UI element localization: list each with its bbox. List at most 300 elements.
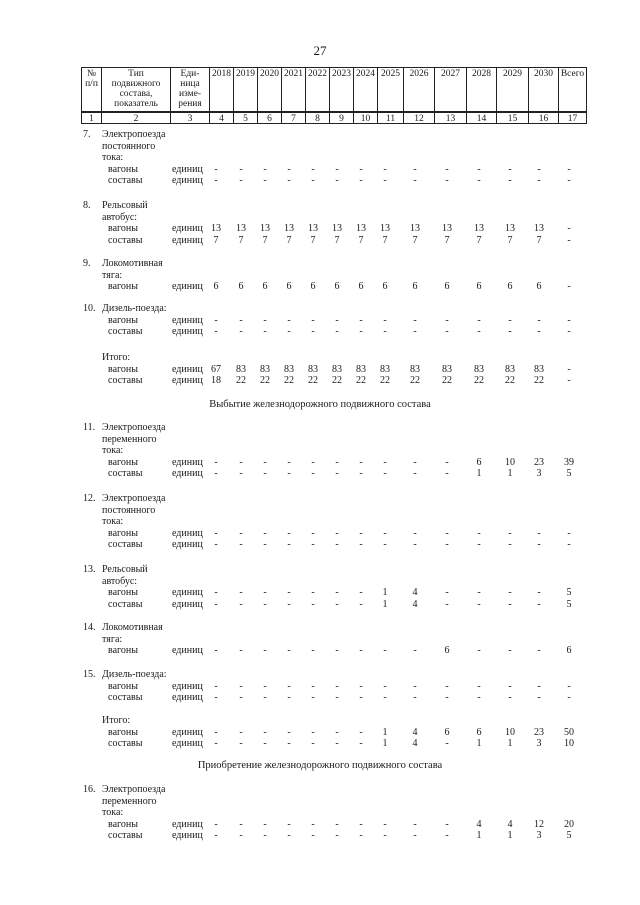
row-value: 6 [358, 281, 364, 292]
row-value: - [287, 539, 291, 550]
row-value: - [239, 163, 243, 175]
row-value: - [263, 738, 267, 749]
row-unit: единиц [172, 598, 203, 610]
header-col-number: 8 [305, 112, 330, 124]
row-value: 4 [412, 738, 418, 749]
row-value: - [335, 326, 339, 337]
row-unit: единиц [172, 326, 203, 337]
group-name-line: Рельсовый [102, 200, 148, 211]
row-value: 83 [505, 363, 515, 375]
row-value: - [567, 539, 571, 550]
row-value: 6 [262, 281, 268, 292]
row-value: 7 [382, 234, 388, 246]
header-year: 2023 [329, 67, 354, 112]
row-value: 83 [534, 363, 544, 375]
row-value: 13 [236, 223, 246, 234]
row-value: - [567, 692, 571, 703]
header-col-number: 14 [466, 112, 497, 124]
row-value: - [508, 314, 512, 326]
row-value: - [383, 692, 387, 703]
row-value: - [537, 326, 541, 337]
row-value: - [445, 314, 449, 326]
row-value: - [214, 539, 218, 550]
row-value: - [445, 738, 449, 749]
row-value: 6 [566, 645, 572, 656]
group-name-line: Дизель-поезда: [102, 303, 167, 314]
row-value: 13 [474, 223, 484, 234]
row-value: - [335, 456, 339, 468]
row-value: 83 [332, 363, 342, 375]
row-value: - [311, 314, 315, 326]
row-value: - [445, 527, 449, 539]
group-number: 16. [83, 784, 96, 795]
header-col-number: 17 [558, 112, 587, 124]
group-number: 15. [83, 669, 96, 680]
group-number: 9. [83, 258, 91, 269]
row-value: - [477, 527, 481, 539]
row-value: 22 [236, 375, 246, 386]
row-value: - [477, 314, 481, 326]
row-value: - [413, 830, 417, 841]
row-value: 6 [536, 281, 542, 292]
row-value: - [508, 326, 512, 337]
row-value: - [263, 175, 267, 186]
row-value: 7 [310, 234, 316, 246]
row-value: 22 [260, 375, 270, 386]
row-value: 1 [507, 738, 513, 749]
row-value: 1 [507, 468, 513, 479]
row-label: составы [108, 234, 143, 246]
row-value: - [263, 830, 267, 841]
row-label: вагоны [108, 818, 138, 830]
header-col-number: 16 [528, 112, 559, 124]
row-value: 1 [476, 468, 482, 479]
row-value: - [383, 818, 387, 830]
row-value: 5 [566, 830, 572, 841]
row-value: - [537, 692, 541, 703]
row-value: - [239, 587, 243, 598]
row-value: - [287, 527, 291, 539]
row-value: - [311, 326, 315, 337]
row-unit: единиц [172, 818, 203, 830]
group-name-line: Электропоезда [102, 784, 166, 795]
row-value: - [383, 645, 387, 656]
row-value: - [311, 645, 315, 656]
row-value: - [445, 326, 449, 337]
row-value: 13 [211, 223, 221, 234]
row-value: - [477, 598, 481, 610]
row-label: составы [108, 738, 143, 749]
row-value: - [335, 314, 339, 326]
row-value: - [567, 163, 571, 175]
row-value: 1 [382, 738, 388, 749]
row-value: 6 [507, 281, 513, 292]
row-value: 6 [444, 281, 450, 292]
row-unit: единиц [172, 587, 203, 598]
row-value: 4 [412, 587, 418, 598]
row-label: вагоны [108, 363, 138, 375]
row-value: - [359, 726, 363, 738]
row-value: - [383, 468, 387, 479]
row-value: 22 [308, 375, 318, 386]
row-value: - [413, 456, 417, 468]
row-value: - [359, 587, 363, 598]
row-value: 4 [476, 818, 482, 830]
row-value: - [359, 163, 363, 175]
row-value: - [335, 175, 339, 186]
row-value: - [263, 539, 267, 550]
row-value: 23 [534, 456, 544, 468]
row-value: - [239, 738, 243, 749]
row-value: 1 [476, 738, 482, 749]
row-value: - [335, 527, 339, 539]
group-name-line: Дизель-поезда: [102, 669, 167, 680]
row-value: - [359, 175, 363, 186]
row-value: - [214, 692, 218, 703]
row-value: 3 [536, 830, 542, 841]
row-value: - [214, 830, 218, 841]
row-value: 6 [334, 281, 340, 292]
row-value: 7 [238, 234, 244, 246]
row-unit: единиц [172, 314, 203, 326]
row-unit: единиц [172, 468, 203, 479]
row-value: - [263, 314, 267, 326]
row-value: - [413, 680, 417, 692]
row-value: - [311, 830, 315, 841]
row-label: составы [108, 375, 143, 386]
row-value: - [413, 175, 417, 186]
row-value: - [214, 738, 218, 749]
row-value: 7 [444, 234, 450, 246]
row-value: - [413, 692, 417, 703]
row-unit: единиц [172, 375, 203, 386]
group-name-line: Электропоезда [102, 422, 166, 433]
row-value: - [263, 587, 267, 598]
row-label: составы [108, 692, 143, 703]
row-value: - [311, 163, 315, 175]
row-value: 22 [284, 375, 294, 386]
row-value: - [359, 326, 363, 337]
row-value: - [537, 163, 541, 175]
row-value: - [239, 314, 243, 326]
row-value: - [477, 163, 481, 175]
group-number: 12. [83, 493, 96, 504]
row-value: - [537, 587, 541, 598]
row-label: вагоны [108, 314, 138, 326]
row-value: 13 [260, 223, 270, 234]
row-value: - [335, 587, 339, 598]
row-value: - [567, 234, 571, 246]
row-value: 6 [476, 726, 482, 738]
group-name-line: тока: [102, 152, 124, 163]
row-value: - [508, 527, 512, 539]
row-value: - [383, 456, 387, 468]
header-col-number: 10 [353, 112, 378, 124]
row-unit: единиц [172, 163, 203, 175]
row-value: 22 [410, 375, 420, 386]
row-value: - [311, 818, 315, 830]
row-value: 6 [238, 281, 244, 292]
row-value: 3 [536, 738, 542, 749]
header-year: 2019 [233, 67, 258, 112]
row-value: - [335, 738, 339, 749]
row-value: - [214, 680, 218, 692]
row-unit: единиц [172, 527, 203, 539]
row-label: вагоны [108, 281, 138, 292]
row-value: 6 [412, 281, 418, 292]
header-col-number: 4 [209, 112, 234, 124]
row-value: - [477, 680, 481, 692]
row-value: 13 [410, 223, 420, 234]
row-value: - [567, 375, 571, 386]
row-value: - [287, 598, 291, 610]
header-col-number: 7 [281, 112, 306, 124]
row-value: - [445, 692, 449, 703]
row-value: 83 [356, 363, 366, 375]
row-value: - [335, 468, 339, 479]
row-value: - [445, 680, 449, 692]
row-value: 7 [262, 234, 268, 246]
row-label: вагоны [108, 223, 138, 234]
row-value: - [359, 738, 363, 749]
row-unit: единиц [172, 281, 203, 292]
row-value: - [537, 680, 541, 692]
row-value: - [214, 726, 218, 738]
group-name-line: Локомотивная [102, 258, 163, 269]
row-value: - [383, 314, 387, 326]
row-value: 1 [382, 726, 388, 738]
row-value: 1 [382, 587, 388, 598]
row-label: составы [108, 326, 143, 337]
row-value: 12 [534, 818, 544, 830]
row-value: - [263, 818, 267, 830]
row-value: - [239, 680, 243, 692]
row-value: 7 [358, 234, 364, 246]
row-value: 6 [476, 281, 482, 292]
row-value: - [214, 326, 218, 337]
row-value: - [311, 598, 315, 610]
row-value: - [214, 818, 218, 830]
row-value: 83 [236, 363, 246, 375]
group-name-line: Электропоезда [102, 129, 166, 140]
row-label: составы [108, 598, 143, 610]
row-value: - [311, 456, 315, 468]
row-value: - [287, 692, 291, 703]
row-value: - [445, 830, 449, 841]
row-value: - [508, 645, 512, 656]
page-number: 27 [313, 43, 327, 58]
header-col-number: 3 [170, 112, 210, 124]
row-value: - [214, 598, 218, 610]
row-value: - [287, 326, 291, 337]
row-value: - [239, 830, 243, 841]
header-col-number: 6 [257, 112, 282, 124]
row-value: - [214, 527, 218, 539]
row-unit: единиц [172, 175, 203, 186]
row-value: - [477, 326, 481, 337]
group-name-line: тяга: [102, 269, 123, 281]
row-value: 22 [534, 375, 544, 386]
header-unit: Еди- ница изме- рения [170, 67, 210, 112]
row-value: - [287, 645, 291, 656]
row-unit: единиц [172, 830, 203, 841]
row-label: вагоны [108, 680, 138, 692]
row-value: - [567, 223, 571, 234]
header-total: Всего [558, 67, 587, 112]
row-value: - [537, 527, 541, 539]
group-name-line: тока: [102, 445, 124, 456]
row-value: - [214, 163, 218, 175]
row-label: составы [108, 539, 143, 550]
row-value: - [413, 468, 417, 479]
row-value: - [359, 314, 363, 326]
row-value: - [335, 645, 339, 656]
row-value: - [477, 539, 481, 550]
row-value: - [567, 680, 571, 692]
row-value: - [359, 818, 363, 830]
row-label: вагоны [108, 587, 138, 598]
group-name-line: Локомотивная [102, 622, 163, 633]
header-year: 2018 [209, 67, 234, 112]
row-value: 6 [286, 281, 292, 292]
row-value: 7 [334, 234, 340, 246]
row-value: - [413, 326, 417, 337]
row-value: - [214, 175, 218, 186]
row-value: - [567, 175, 571, 186]
row-value: - [508, 598, 512, 610]
section-title: Приобретение железнодорожного подвижного состава [197, 760, 443, 771]
row-value: - [445, 539, 449, 550]
row-value: - [263, 645, 267, 656]
row-value: 7 [412, 234, 418, 246]
header-year: 2028 [466, 67, 497, 112]
row-value: 83 [284, 363, 294, 375]
row-value: - [287, 587, 291, 598]
row-value: - [311, 692, 315, 703]
row-value: - [263, 163, 267, 175]
row-value: - [335, 598, 339, 610]
row-value: - [537, 645, 541, 656]
row-value: - [567, 326, 571, 337]
group-name-line: тяга: [102, 633, 123, 645]
header-col-number: 13 [434, 112, 467, 124]
row-value: - [263, 726, 267, 738]
header-col-number: 12 [403, 112, 435, 124]
row-unit: единиц [172, 692, 203, 703]
row-value: 10 [505, 456, 515, 468]
group-number: 8. [83, 200, 91, 211]
row-value: 22 [356, 375, 366, 386]
row-value: - [263, 680, 267, 692]
row-value: 83 [410, 363, 420, 375]
row-value: - [508, 175, 512, 186]
row-value: 10 [564, 738, 574, 749]
row-value: 83 [380, 363, 390, 375]
header-year: 2025 [377, 67, 404, 112]
row-value: - [413, 163, 417, 175]
group-name-line: Электропоезда [102, 493, 166, 504]
header-year: 2021 [281, 67, 306, 112]
row-unit: единиц [172, 363, 203, 375]
row-value: 50 [564, 726, 574, 738]
row-value: 13 [380, 223, 390, 234]
row-value: 23 [534, 726, 544, 738]
group-number: 11. [83, 422, 96, 433]
row-value: 1 [476, 830, 482, 841]
row-value: - [239, 175, 243, 186]
row-value: 39 [564, 456, 574, 468]
row-value: - [413, 539, 417, 550]
row-label: вагоны [108, 456, 138, 468]
row-value: 6 [476, 456, 482, 468]
row-value: - [214, 468, 218, 479]
row-value: 13 [332, 223, 342, 234]
header-col-number: 11 [377, 112, 404, 124]
row-unit: единиц [172, 738, 203, 749]
row-value: 20 [564, 818, 574, 830]
row-value: - [311, 738, 315, 749]
row-value: 22 [380, 375, 390, 386]
row-value: - [477, 645, 481, 656]
row-value: 67 [211, 363, 221, 375]
row-value: - [335, 539, 339, 550]
table-header [81, 67, 586, 124]
header-no: № п/п [81, 67, 102, 112]
row-label: вагоны [108, 163, 138, 175]
row-value: - [311, 539, 315, 550]
row-value: - [214, 587, 218, 598]
row-value: 18 [211, 375, 221, 386]
row-value: - [287, 726, 291, 738]
group-name-line: переменного [102, 795, 157, 807]
row-value: - [311, 527, 315, 539]
group-name-line: Итого: [102, 715, 131, 726]
row-unit: единиц [172, 539, 203, 550]
row-value: - [263, 326, 267, 337]
row-value: - [567, 527, 571, 539]
row-value: - [214, 314, 218, 326]
group-name-line: Рельсовый [102, 564, 148, 575]
group-name-line: автобус: [102, 211, 138, 223]
row-unit: единиц [172, 456, 203, 468]
row-value: 22 [474, 375, 484, 386]
row-unit: единиц [172, 680, 203, 692]
row-value: - [567, 363, 571, 375]
row-value: - [335, 692, 339, 703]
row-value: 6 [213, 281, 219, 292]
row-value: 13 [505, 223, 515, 234]
row-value: - [287, 456, 291, 468]
row-value: 7 [286, 234, 292, 246]
header-year: 2024 [353, 67, 378, 112]
row-value: 5 [566, 598, 572, 610]
row-value: 7 [536, 234, 542, 246]
row-value: - [311, 680, 315, 692]
row-label: вагоны [108, 726, 138, 738]
group-number: 10. [83, 303, 96, 314]
row-value: 7 [476, 234, 482, 246]
row-value: 3 [536, 468, 542, 479]
row-value: - [508, 692, 512, 703]
row-value: - [445, 468, 449, 479]
row-value: - [359, 830, 363, 841]
row-value: - [335, 818, 339, 830]
row-value: - [287, 468, 291, 479]
group-number: 13. [83, 564, 96, 575]
row-value: 22 [505, 375, 515, 386]
row-label: составы [108, 175, 143, 186]
row-value: - [537, 598, 541, 610]
